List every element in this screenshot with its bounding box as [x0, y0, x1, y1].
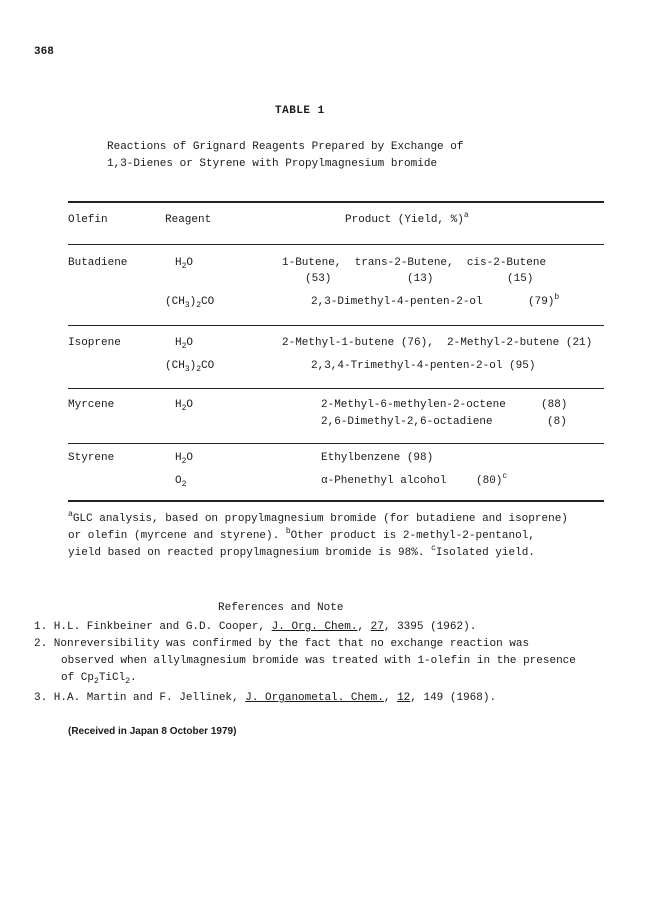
row-isoprene-reagent-2: $(CH_3)_2CO$ — [165, 360, 215, 374]
header-olefin: Olefin — [68, 214, 108, 226]
row-myrcene-product-1: 2-Methyl-6-methylen-2-octene — [321, 399, 506, 411]
reference-2-line-3: of $Cp_2TiCl_2$. — [61, 672, 137, 686]
footnote-c: yield based on reacted propylmagnesium bromide is 98%. $^c$Isolated yield. — [68, 544, 535, 559]
row-butadiene-product-2: 2,3-Dimethyl-4-penten-2-ol — [311, 296, 483, 308]
header-rule — [68, 244, 604, 245]
table-bottom-rule — [68, 500, 604, 502]
table-footnotes — [68, 511, 568, 562]
row-styrene-product-2: α-Phenethyl alcohol — [321, 475, 447, 487]
row-rule-2 — [68, 388, 604, 389]
reference-3: 3. H.A. Martin and F. Jellinek, J. Organometal. Chem., 12, 149 (1968). — [34, 692, 497, 704]
row-rule-3 — [68, 443, 604, 444]
row-styrene-reagent-1: $H_2O$ — [175, 452, 194, 466]
table-caption — [107, 139, 463, 173]
row-butadiene-yield-1: (53) — [305, 273, 332, 285]
reference-2 — [34, 636, 576, 687]
row-styrene-reagent-2: $O_2$ — [175, 475, 187, 489]
footnote-a: $^a$GLC analysis, based on propylmagnesium bromide (for butadiene and isoprene) — [68, 510, 568, 525]
row-myrcene-yield-2: (8) — [547, 416, 567, 428]
row-butadiene-products: 1-Butene, trans-2-Butene, cis-2-Butene — [282, 257, 547, 269]
received-date: (Received in Japan 8 October 1979) — [68, 726, 237, 737]
table-top-rule — [68, 201, 604, 203]
row-butadiene-olefin: Butadiene — [68, 257, 128, 269]
table-title: TABLE 1 — [275, 105, 325, 117]
header-reagent: Reagent — [165, 214, 212, 226]
row-butadiene-yield-2: (13) — [407, 273, 434, 285]
header-product-sup: a — [463, 211, 469, 220]
row-styrene-product-1: Ethylbenzene (98) — [321, 452, 434, 464]
row-isoprene-product-2: 2,3,4-Trimethyl-4-penten-2-ol (95) — [311, 360, 536, 372]
header-product-text: Product (Yield, %) — [345, 214, 464, 226]
row-styrene-yield-2: $(80)^c$ — [476, 472, 508, 487]
row-butadiene-yield-4: $(79)^b$ — [528, 293, 560, 308]
footnote-b: or olefin (myrcene and styrene). $^b$Other product is 2-methyl-2-pentanol, — [68, 527, 535, 542]
row-isoprene-reagent-1: $H_2O$ — [175, 337, 194, 351]
row-butadiene-reagent-2: $(CH_3)_2CO$ — [165, 296, 215, 310]
row-butadiene-reagent-1: $H_2O$ — [175, 257, 194, 271]
references-heading: References and Note — [218, 602, 344, 614]
row-myrcene-olefin: Myrcene — [68, 399, 115, 411]
row-myrcene-product-2: 2,6-Dimethyl-2,6-octadiene — [321, 416, 493, 428]
row-isoprene-olefin: Isoprene — [68, 337, 121, 349]
row-butadiene-yield-3: (15) — [507, 273, 534, 285]
reference-1: 1. H.L. Finkbeiner and G.D. Cooper, J. Org. Chem., 27, 3395 (1962). — [34, 621, 477, 633]
row-myrcene-reagent-1: $H_2O$ — [175, 399, 194, 413]
page-number: 368 — [34, 46, 54, 58]
reference-2-line-1: 2. Nonreversibility was confirmed by the fact that no exchange reaction was — [34, 638, 530, 650]
row-isoprene-product-1: 2-Methyl-1-butene (76), 2-Methyl-2-butene (21) — [282, 337, 593, 349]
header-product — [345, 211, 469, 226]
reference-2-line-2: observed when allylmagnesium bromide was treated with 1-olefin in the presence — [61, 655, 576, 667]
row-styrene-olefin: Styrene — [68, 452, 115, 464]
caption-line-2: 1,3-Dienes or Styrene with Propylmagnesium bromide — [107, 158, 438, 170]
row-rule-1 — [68, 325, 604, 326]
caption-line-1: Reactions of Grignard Reagents Prepared by Exchange of — [107, 141, 464, 153]
row-myrcene-yield-1: (88) — [541, 399, 568, 411]
